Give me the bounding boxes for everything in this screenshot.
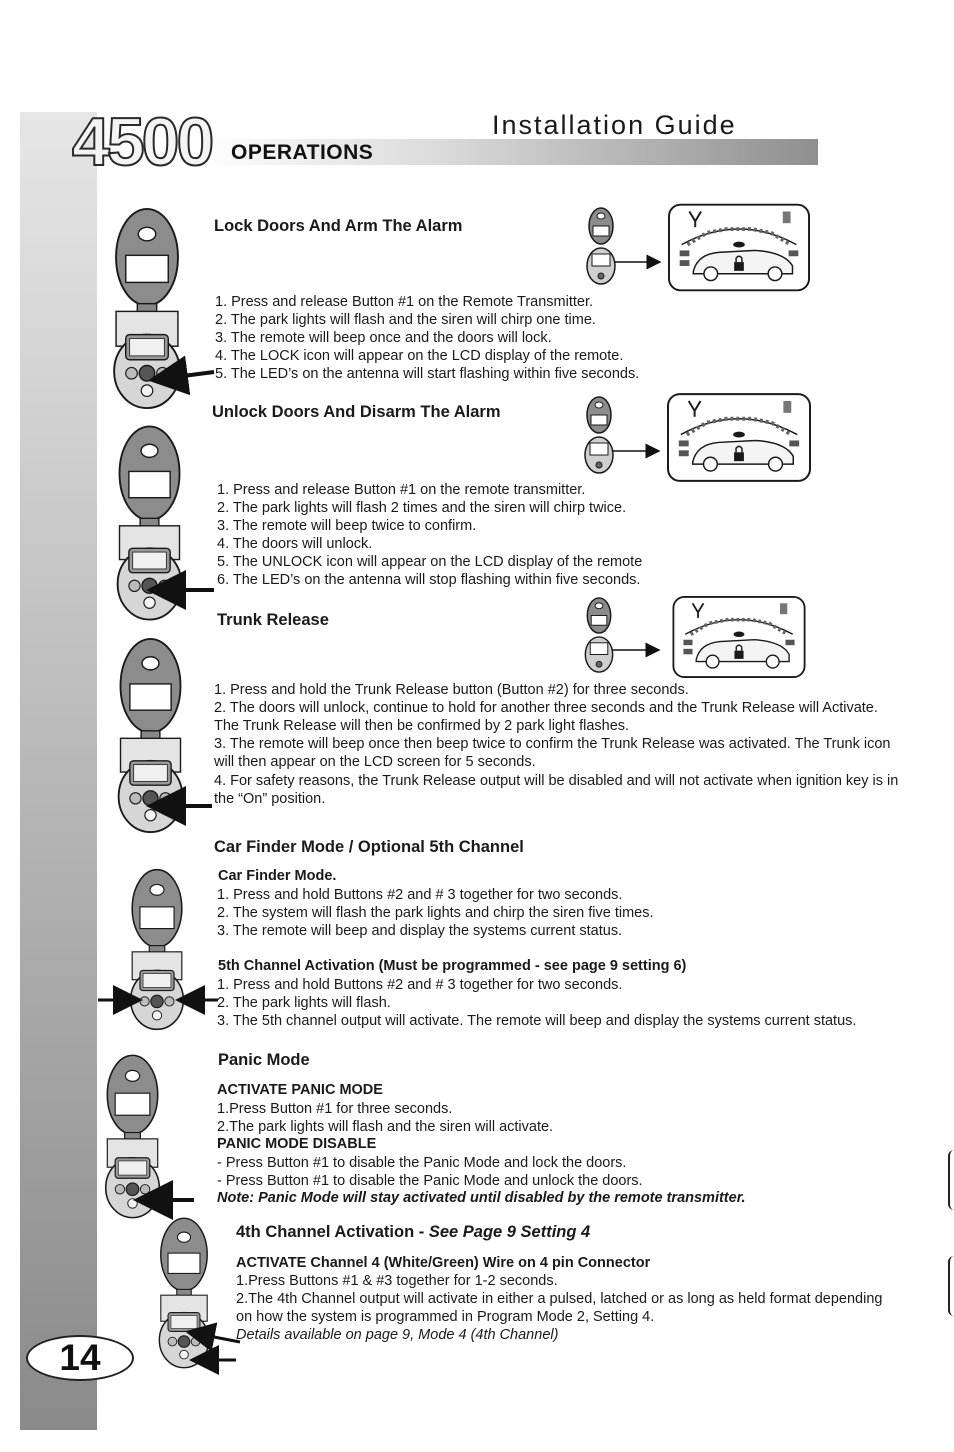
list-item: 1. Press and hold Buttons #2 and # 3 together for two seconds. (217, 977, 623, 993)
list-item: 4. The LOCK icon will appear on the LCD display of the remote. (215, 348, 624, 364)
ch4-title-text: 4th Channel Activation - (236, 1223, 429, 1241)
list-item: 1.Press Button #1 for three seconds. (217, 1101, 453, 1117)
ch4-step-1: 1.Press Buttons #1 & #3 together for 1-2 seconds. (236, 1273, 558, 1289)
list-item: 6. The LED’s on the antenna will stop flashing within five seconds. (217, 572, 641, 588)
list-item: 3. The remote will beep twice to confirm. (217, 518, 477, 534)
trunk-step-1: 1. Press and hold the Trunk Release button (Button #2) for three seconds. (214, 682, 689, 698)
arrow-icon (152, 372, 214, 380)
list-item: 1. Press and hold Buttons #2 and # 3 together for two seconds. (217, 887, 623, 903)
list-item: - Press Button #1 to disable the Panic Mode and lock the doors. (217, 1155, 627, 1171)
panic-disable-subtitle: PANIC MODE DISABLE (217, 1136, 377, 1152)
fifth-channel-step-3: 3. The 5th channel output will activate. The remote will beep and display the systems current status. (217, 1013, 857, 1029)
list-item: - Press Button #1 to disable the Panic Mode and unlock the doors. (217, 1173, 643, 1189)
list-item: 2. The system will flash the park lights and chirp the siren five times. (217, 905, 654, 921)
fifth-channel-subtitle: 5th Channel Activation (Must be programmed - see page 9 setting 6) (218, 958, 687, 974)
panic-note: Note: Panic Mode will stay activated until disabled by the remote transmitter. (217, 1190, 746, 1206)
model-number: 4500 (72, 104, 212, 180)
list-item: 3. The remote will beep and display the systems current status. (217, 923, 623, 939)
panic-activate-subtitle: ACTIVATE PANIC MODE (217, 1082, 383, 1098)
arrow-icon (188, 1332, 240, 1342)
edge-tab-mark (948, 1256, 954, 1316)
list-item: 4. The doors will unlock. (217, 536, 373, 552)
list-item: 2.The park lights will flash and the siren will activate. (217, 1119, 554, 1135)
lock-title: Lock Doors And Arm The Alarm (214, 217, 463, 235)
section-title: OPERATIONS (231, 141, 374, 164)
carfinder-title: Car Finder Mode / Optional 5th Channel (214, 838, 524, 856)
list-item: 1. Press and release Button #1 on the remote transmitter. (217, 482, 586, 498)
ch4-step-2: 2.The 4th Channel output will activate in either a pulsed, latched or as long as held format depending on how the system is programmed in Program Mode 2, Setting 4. (236, 1291, 883, 1325)
trunk-step-2: 2. The doors will unlock, continue to hold for another three seconds and the Trunk Release will Activate. The Trunk Release will then be confirmed by 2 park light flashes. (214, 700, 878, 734)
panic-title: Panic Mode (218, 1051, 310, 1069)
list-item: 5. The UNLOCK icon will appear on the LCD display of the remote (217, 554, 643, 570)
guide-title: Installation Guide (492, 110, 737, 140)
list-item: 3. The remote will beep once and the doors will lock. (215, 330, 552, 346)
unlock-title: Unlock Doors And Disarm The Alarm (212, 403, 501, 421)
ch4-title-ref: See Page 9 Setting 4 (428, 1223, 591, 1241)
list-item: 5. The LED’s on the antenna will start flashing within five seconds. (215, 366, 640, 382)
trunk-title: Trunk Release (217, 611, 329, 629)
ch4-subtitle: ACTIVATE Channel 4 (White/Green) Wire on 4 pin Connector (236, 1255, 651, 1271)
list-item: 1. Press and release Button #1 on the Remote Transmitter. (215, 294, 594, 310)
trunk-step-3: 3. The remote will beep once then beep twice to confirm the Trunk Release was activated. The Trunk icon will then appear on the LCD screen for 5 seconds. (214, 736, 891, 770)
trunk-step-4: 4. For safety reasons, the Trunk Release output will be disabled and will not activate when ignition key is in the “On” position. (214, 773, 899, 807)
list-item: 2. The park lights will flash and the siren will chirp one time. (215, 312, 596, 328)
page-number: 14 (26, 1335, 134, 1381)
ch4-details: Details available on page 9, Mode 4 (4th Channel) (236, 1327, 559, 1343)
carfinder-subtitle: Car Finder Mode. (218, 868, 337, 884)
edge-tab-mark (948, 1150, 954, 1210)
list-item: 2. The park lights will flash. (217, 995, 391, 1011)
list-item: 2. The park lights will flash 2 times and the siren will chirp twice. (217, 500, 627, 516)
